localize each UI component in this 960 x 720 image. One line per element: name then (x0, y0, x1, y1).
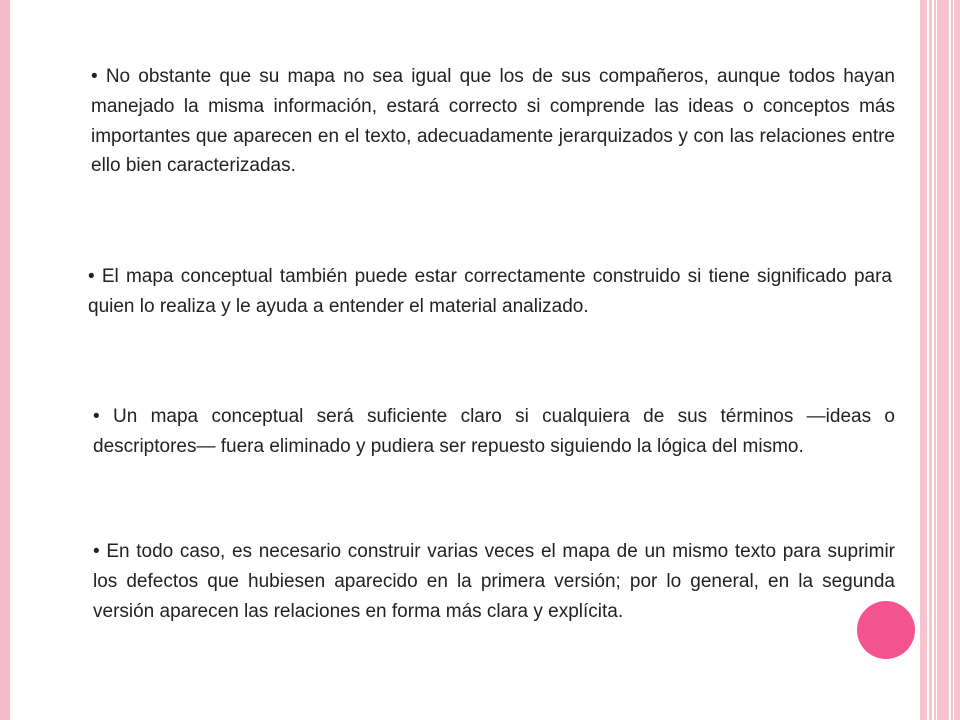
bullet-paragraph-1: • No obstante que su mapa no sea igual que los de sus compañeros, aunque todos hayan manejado la misma información, estará correcto si comprende las ideas o conceptos más importantes que aparecen en el texto, adecuadamente jerarquizados y con las relaciones entre ello bien caracterizadas. (91, 66, 895, 177)
bullet-paragraph-4: • En todo caso, es necesario construir varias veces el mapa de un mismo texto para suprimir los defectos que hubiesen aparecido en la primera versión; por lo general, en la segunda versión aparecen las relaciones en forma más clara y explícita. (93, 541, 895, 622)
band-line (953, 0, 954, 720)
bullet-paragraph-2: • El mapa conceptual también puede estar correctamente construido si tiene significado para quien lo realiza y le ayuda a entender el material analizado. (88, 266, 892, 317)
right-decorative-band (920, 0, 960, 720)
decorative-pink-circle (857, 601, 915, 659)
band-line (949, 0, 951, 720)
band-line (927, 0, 929, 720)
left-decorative-stripe (0, 0, 10, 720)
bullet-paragraph-3: • Un mapa conceptual será suficiente claro si cualquiera de sus términos —ideas o descriptores— fuera eliminado y pudiera ser repuesto siguiendo la lógica del mismo. (93, 406, 895, 457)
band-line (932, 0, 934, 720)
band-line (936, 0, 937, 720)
